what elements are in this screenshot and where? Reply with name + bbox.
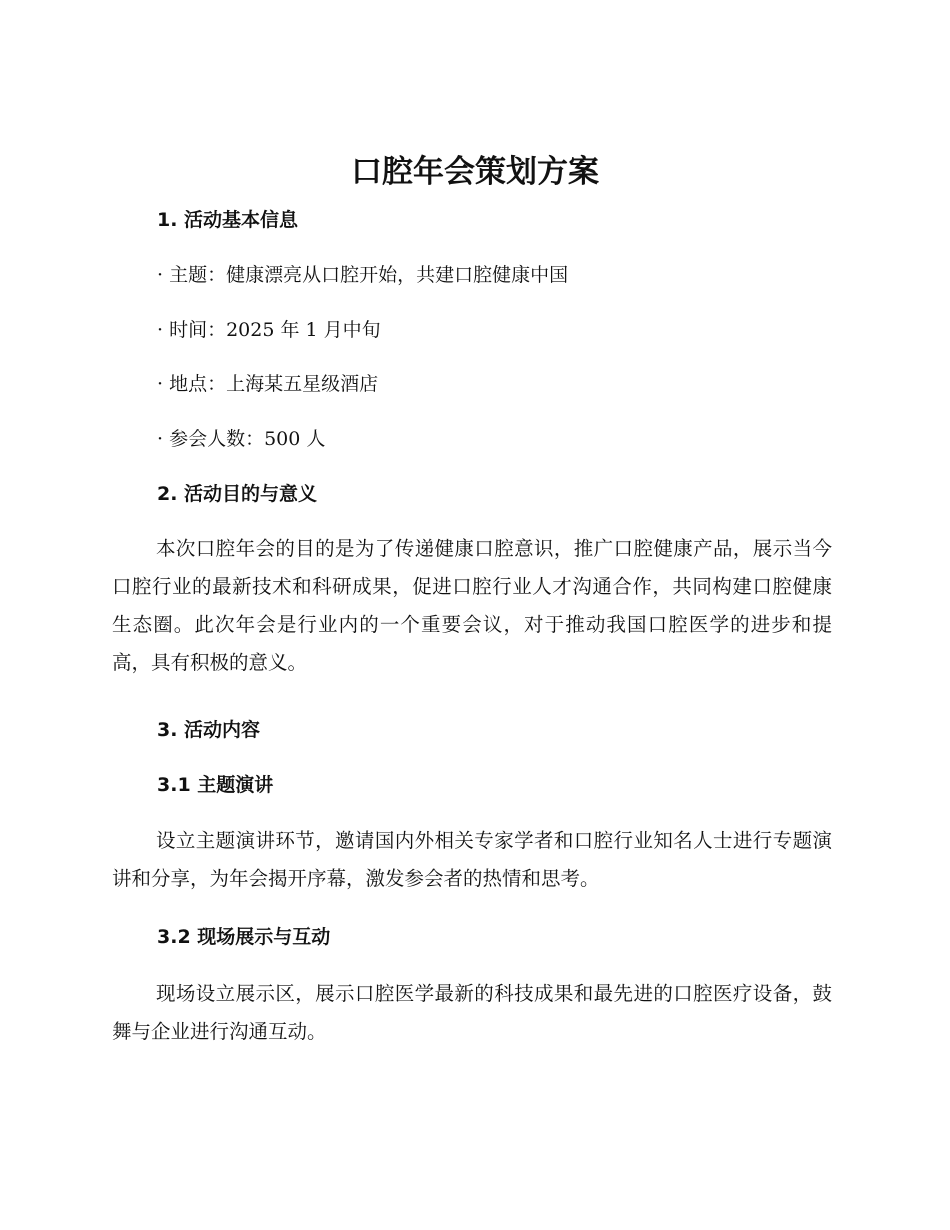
bullet-theme: · 主题：健康漂亮从口腔开始，共建口腔健康中国 <box>157 264 569 286</box>
subsection-heading-exhibition: 3.2 现场展示与互动 <box>157 926 331 948</box>
exhibition-paragraph: 现场设立展示区，展示口腔医学最新的科技成果和最先进的口腔医疗设备，鼓舞与企业进行沟通互动。 <box>112 982 832 1043</box>
section-heading-content: 3. 活动内容 <box>157 719 261 741</box>
section-heading-basic-info: 1. 活动基本信息 <box>157 209 299 231</box>
bullet-attendees: · 参会人数：500 人 <box>157 428 326 450</box>
purpose-paragraph: 本次口腔年会的目的是为了传递健康口腔意识，推广口腔健康产品，展示当今口腔行业的最新技术和科研成果，促进口腔行业人才沟通合作，共同构建口腔健康生态圈。此次年会是行业内的一个重要会议，对于推动我国口腔医学的进步和提高，具有积极的意义。 <box>112 537 832 674</box>
bullet-time: · 时间：2025 年 1 月中旬 <box>157 319 381 341</box>
section-heading-purpose: 2. 活动目的与意义 <box>157 483 318 505</box>
subsection-heading-keynote: 3.1 主题演讲 <box>157 774 274 796</box>
bullet-location: · 地点：上海某五星级酒店 <box>157 373 379 395</box>
keynote-paragraph: 设立主题演讲环节，邀请国内外相关专家学者和口腔行业知名人士进行专题演讲和分享，为年会揭开序幕，激发参会者的热情和思考。 <box>112 829 832 890</box>
document-title: 口腔年会策划方案 <box>351 154 599 190</box>
